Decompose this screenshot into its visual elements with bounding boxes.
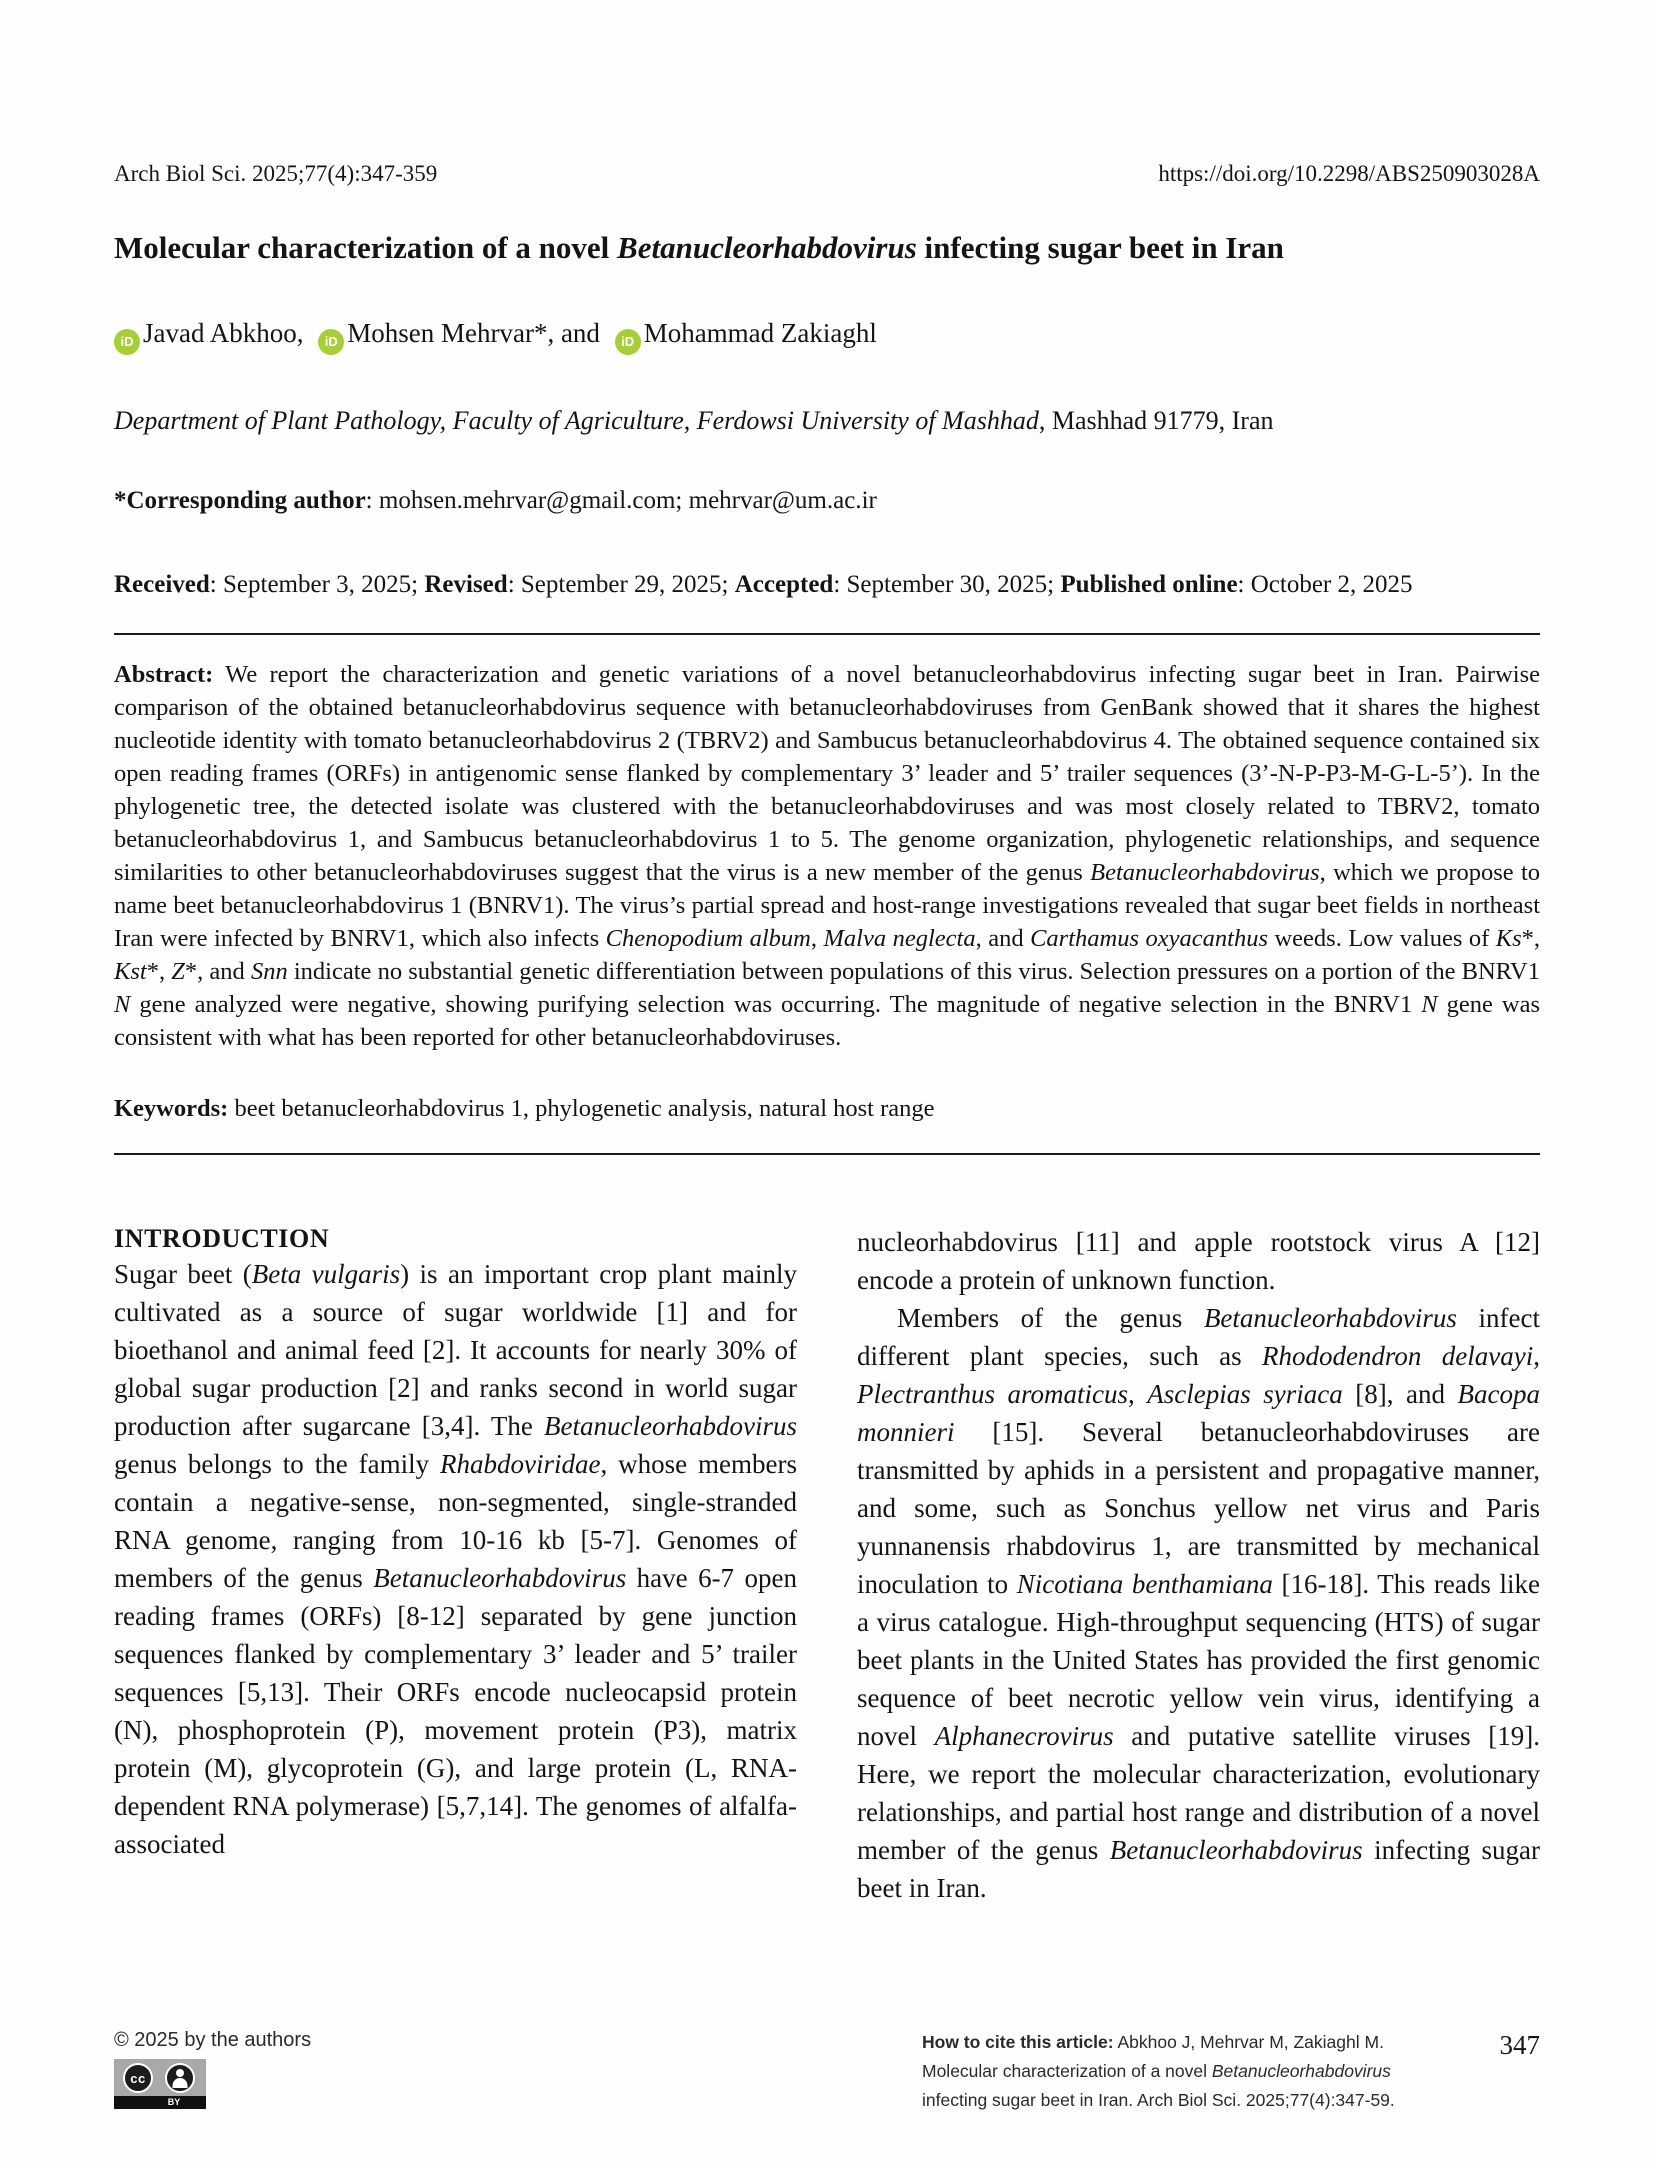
- doi-link[interactable]: https://doi.org/10.2298/ABS250903028A: [1158, 161, 1540, 186]
- text-segment: Department of Plant Pathology, Faculty of Agriculture, Ferdowsi University of Mashhad: [114, 406, 1039, 435]
- text-segment: , whose members contain a negative-sense, non-segmented, single-stranded RNA genome, ranging from 10-16 kb [5-7]. Genomes of members of the genus: [114, 1449, 797, 1593]
- text-segment: Z: [171, 958, 185, 985]
- copyright-notice: © 2025 by the authors: [114, 2029, 312, 2051]
- text-segment: *,: [1521, 925, 1541, 952]
- text-segment: Carthamus oxyacanthus: [1030, 925, 1268, 952]
- text-segment: , Mashhad 91779, Iran: [1038, 406, 1274, 435]
- text-segment: Molecular characterization of a novel: [114, 230, 618, 265]
- affiliation-line: [114, 405, 1540, 437]
- text-segment: Keywords:: [114, 1095, 229, 1122]
- article-title: [114, 228, 1540, 268]
- text-segment: have 6-7 open reading frames (ORFs) [8-12] separated by gene junction sequences flanked by complementary 3’ leader and 5’ trailer sequences [5,13]. Their ORFs encode nucleocapsid protein (N), phosphoprotein (P), movement protein (P3), matrix protein (M), glycoprotein (G), and large protein (L, RNA-dependent RNA polymerase) [5,7,14]. The genomes of alfalfa-associated: [114, 1563, 797, 1859]
- text-segment: [16-18]. This reads like a virus catalogue. High-throughput sequencing (HTS) of sugar beet plants in the United States has provided the first genomic sequence of beet necrotic yellow vein virus, identifying a novel: [857, 1569, 1540, 1751]
- cc-icon: cc: [123, 2063, 153, 2093]
- text-segment: ) is an important crop plant mainly cultivated as a source of sugar worldwide [1] and for bioethanol and animal feed [2]. It accounts for nearly 30% of global sugar production [2] and ranks second in world sugar production after sugarcane [3,4]. The: [114, 1259, 797, 1441]
- author-entry: [615, 318, 877, 348]
- keywords-line: [114, 1092, 1540, 1125]
- running-header: [114, 160, 1540, 188]
- text-segment: infecting sugar beet in Iran: [916, 230, 1284, 265]
- text-segment: *Corresponding author: [114, 487, 366, 514]
- text-segment: Rhabdoviridae: [439, 1449, 601, 1479]
- text-segment: Alphanecrovirus: [934, 1721, 1114, 1751]
- orcid-icon[interactable]: iD: [318, 329, 344, 355]
- text-segment: Bacopa monnieri: [857, 1379, 1540, 1447]
- text-segment: Betanucleorhabdovirus: [1109, 1835, 1363, 1865]
- introduction-paragraph: [114, 1255, 797, 1863]
- text-segment: , and: [975, 925, 1031, 952]
- text-segment: Chenopodium album: [605, 925, 811, 952]
- author-name: Mohsen Mehrvar*, and: [347, 318, 600, 348]
- text-segment: Rhododendron delavayi: [1261, 1341, 1534, 1371]
- text-segment: Received: [114, 571, 210, 598]
- author-entry: [318, 318, 600, 348]
- text-segment: nucleorhabdovirus [11] and apple rootstock virus A [12] encode a protein of unknown function.: [857, 1227, 1540, 1295]
- author-name: Mohammad Zakiaghl: [643, 318, 877, 348]
- text-segment: and putative satellite viruses [19]. Here, we report the molecular characterization, evolutionary relationships, and partial host range and distribution of a novel member of the genus: [857, 1721, 1540, 1865]
- two-column-body: [114, 1223, 1540, 1907]
- orcid-icon[interactable]: iD: [114, 329, 140, 355]
- text-segment: Betanucleorhabdovirus: [617, 230, 917, 265]
- section-divider: [114, 633, 1540, 635]
- text-segment: Accepted: [734, 571, 834, 598]
- text-segment: N: [114, 991, 131, 1018]
- page-number: 347: [1499, 2030, 1540, 2060]
- text-segment: Sugar beet (: [114, 1259, 252, 1289]
- text-segment: weeds. Low values of: [1267, 925, 1496, 952]
- text-segment: ,: [1533, 1341, 1540, 1371]
- text-segment: : mohsen.mehrvar@gmail.com; mehrvar@um.ac.ir: [365, 487, 877, 514]
- text-segment: Betanucleorhabdovirus: [1211, 2061, 1391, 2081]
- journal-reference: Arch Biol Sci. 2025;77(4):347-359: [114, 161, 438, 186]
- text-segment: : October 2, 2025: [1237, 571, 1413, 598]
- abstract-paragraph: [114, 658, 1540, 1054]
- text-segment: ,: [810, 925, 824, 952]
- text-segment: [15]. Several betanucleorhabdoviruses are transmitted by aphids in a persistent and propagative manner, and some, such as Sonchus yellow net virus and Paris yunnanensis rhabdovirus 1, are transmitted by mechanical inoculation to: [857, 1417, 1540, 1599]
- text-segment: : September 29, 2025;: [507, 571, 735, 598]
- text-segment: beet betanucleorhabdovirus 1, phylogenetic analysis, natural host range: [228, 1095, 935, 1122]
- text-segment: infecting sugar beet in Iran.: [857, 1835, 1540, 1903]
- text-segment: Asclepias syriaca: [1147, 1379, 1343, 1409]
- right-column: [857, 1223, 1540, 1907]
- text-segment: Snn: [250, 958, 288, 985]
- text-segment: Betanucleorhabdovirus: [1090, 859, 1320, 886]
- text-segment: : September 30, 2025;: [833, 571, 1061, 598]
- introduction-paragraph-2: [857, 1299, 1540, 1907]
- page-footer: [114, 2028, 1540, 2115]
- text-segment: Abstract:: [114, 661, 214, 688]
- introduction-heading: INTRODUCTION: [114, 1224, 330, 1253]
- person-body-shape: [173, 2078, 188, 2088]
- text-segment: Ks: [1495, 925, 1522, 952]
- text-segment: Revised: [424, 571, 508, 598]
- text-segment: *, and: [184, 958, 251, 985]
- text-segment: *,: [146, 958, 172, 985]
- orcid-icon[interactable]: iD: [615, 329, 641, 355]
- text-segment: Abkhoo J, Mehrvar M, Zakiaghl M. Molecular characterization of a novel: [922, 2032, 1384, 2081]
- author-entry: [114, 318, 303, 348]
- text-segment: ,: [1128, 1379, 1148, 1409]
- text-segment: We report the characterization and genetic variations of a novel betanucleorhabdovirus infecting sugar beet in Iran. Pairwise comparison of the obtained betanucleorhabdovirus sequence with betanucleorhabdoviruses from GenBank showed that it shares the highest nucleotide identity with tomato betanucleorhabdovirus 2 (TBRV2) and Sambucus betanucleorhabdovirus 4. The obtained sequence contained six open reading frames (ORFs) in antigenomic sense flanked by complementary 3’ leader and 5’ trailer sequences (3’-N-P-P3-M-G-L-5’). In the phylogenetic tree, the detected isolate was clustered with the betanucleorhabdoviruses and was most closely related to TBRV2, tomato betanucleorhabdovirus 1, and Sambucus betanucleorhabdovirus 1 to 5. The genome organization, phylogenetic relationships, and sequence similarities to other betanucleorhabdoviruses suggest that the virus is a new member of the genus: [114, 661, 1540, 886]
- author-name: Javad Abkhoo,: [143, 318, 304, 348]
- person-head-shape: [176, 2069, 184, 2077]
- person-icon: [165, 2063, 195, 2093]
- text-segment: gene was consistent with what has been reported for other betanucleorhabdoviruses.: [114, 991, 1540, 1051]
- section-divider: [114, 1153, 1540, 1155]
- text-segment: infect different plant species, such as: [857, 1303, 1540, 1371]
- text-segment: infecting sugar beet in Iran. Arch Biol Sci. 2025;77(4):347-59.: [922, 2090, 1395, 2110]
- text-segment: Betanucleorhabdovirus: [544, 1411, 797, 1441]
- cc-by-label: BY: [114, 2096, 206, 2109]
- text-segment: , which we propose to name beet betanucleorhabdovirus 1 (BNRV1). The virus’s partial spread and host-range investigations revealed that sugar beet fields in northeast Iran were infected by BNRV1, which also infects: [114, 859, 1540, 952]
- text-segment: gene analyzed were negative, showing purifying selection was occurring. The magnitude of negative selection in the BNRV1: [130, 991, 1422, 1018]
- text-segment: Kst: [114, 958, 147, 985]
- text-segment: How to cite this article:: [922, 2032, 1114, 2052]
- article-dates-line: [114, 569, 1540, 601]
- citation-note: [922, 2028, 1427, 2115]
- text-segment: indicate no substantial genetic differentiation between populations of this virus. Selection pressures on a portion of the BNRV1: [287, 958, 1540, 985]
- author-line: [114, 316, 1540, 355]
- text-segment: Nicotiana benthamiana: [1016, 1569, 1273, 1599]
- text-segment: Betanucleorhabdovirus: [373, 1563, 627, 1593]
- text-segment: N: [1421, 991, 1438, 1018]
- license-block: [114, 2028, 922, 2109]
- text-segment: Members of the genus: [897, 1303, 1204, 1333]
- left-column: [114, 1223, 797, 1907]
- text-segment: Plectranthus aromaticus: [857, 1379, 1128, 1409]
- text-segment: Published online: [1060, 571, 1238, 598]
- text-segment: Malva neglecta: [823, 925, 976, 952]
- corresponding-author-line: [114, 485, 1540, 517]
- text-segment: Beta vulgaris: [251, 1259, 401, 1289]
- introduction-paragraph-continued: [857, 1223, 1540, 1299]
- text-segment: genus belongs to the family: [114, 1449, 440, 1479]
- cc-by-badge[interactable]: [114, 2059, 206, 2109]
- text-segment: Betanucleorhabdovirus: [1203, 1303, 1457, 1333]
- text-segment: [8], and: [1342, 1379, 1458, 1409]
- text-segment: : September 3, 2025;: [209, 571, 425, 598]
